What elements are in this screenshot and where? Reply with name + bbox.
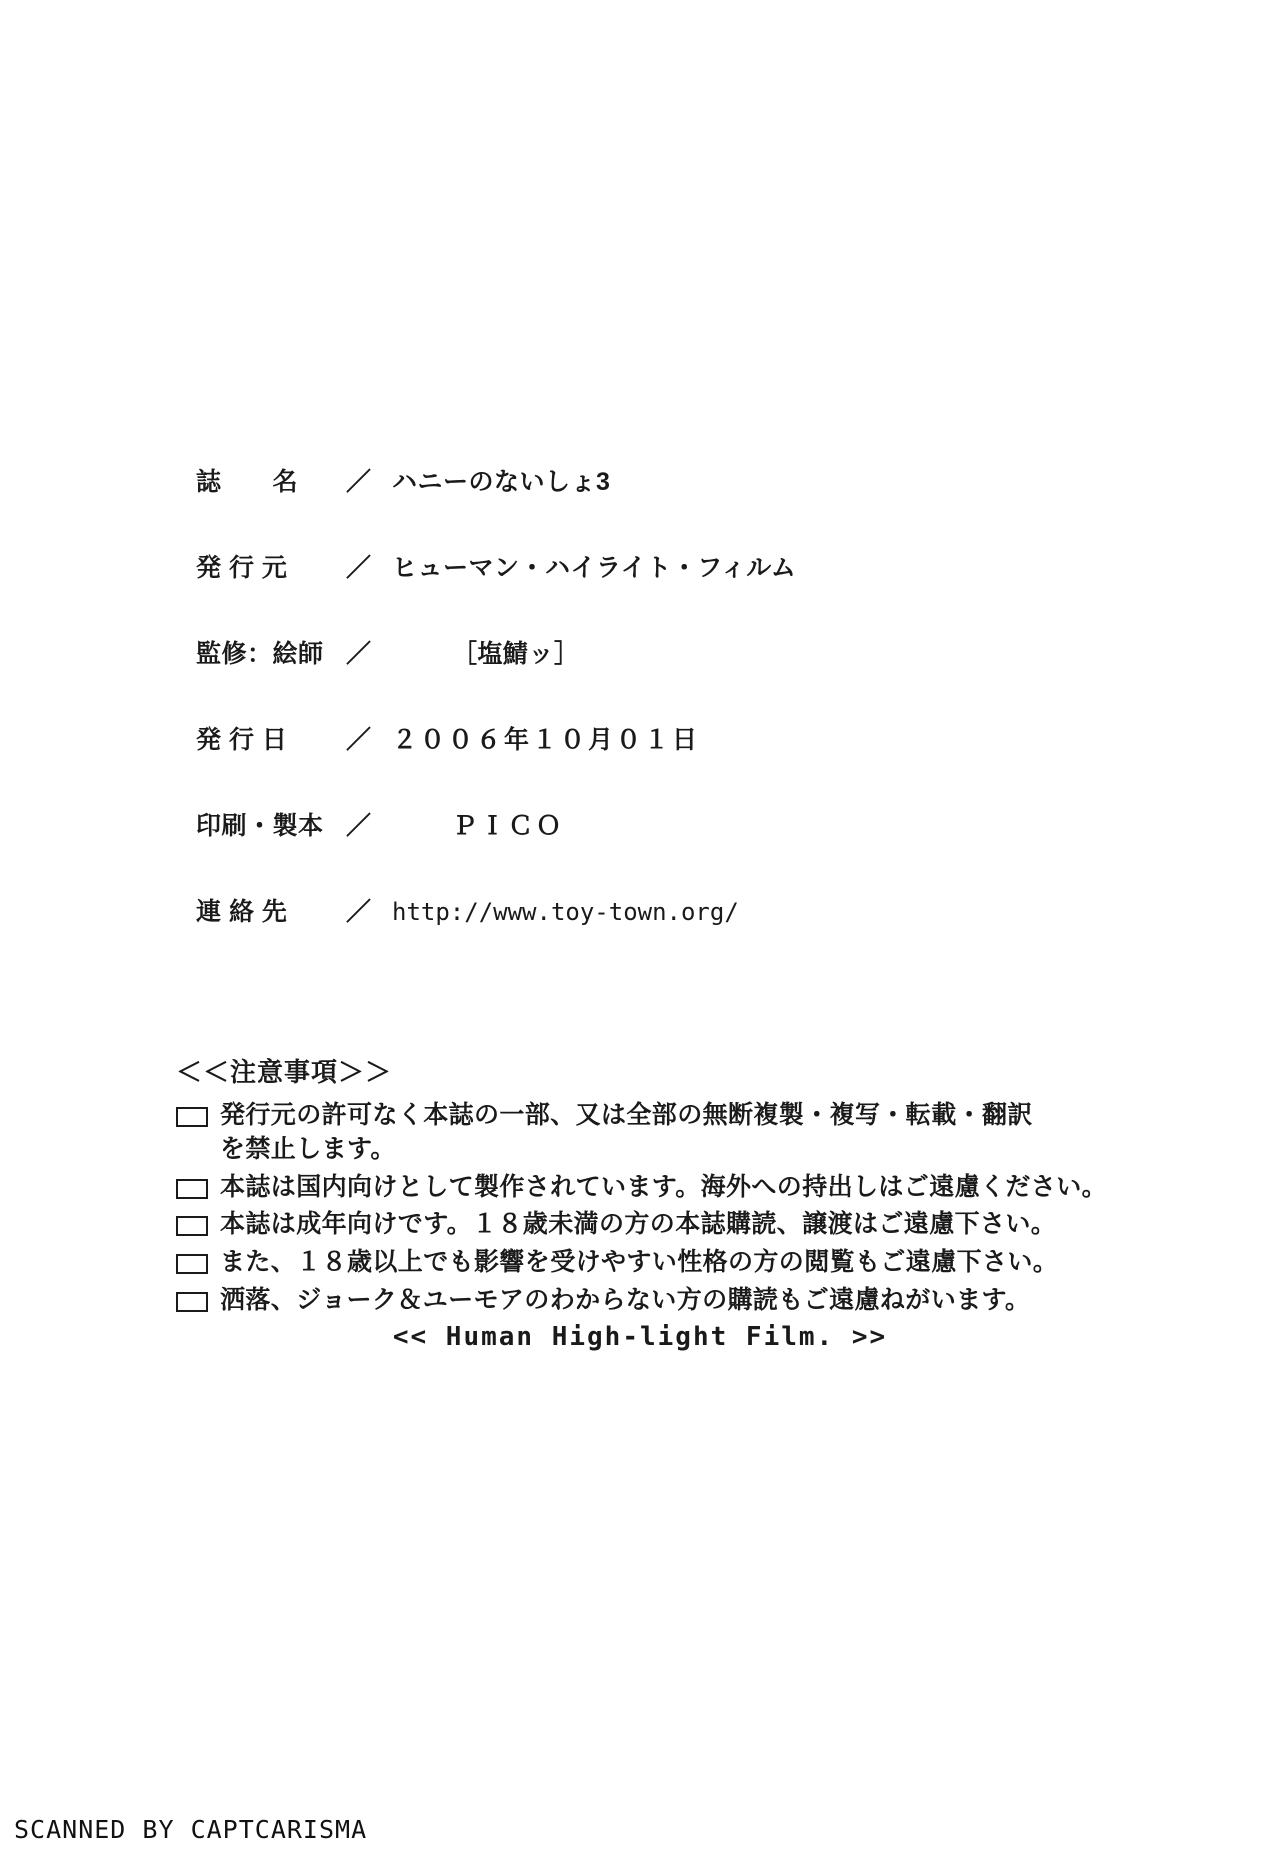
notice-list-item <box>176 1171 1176 1205</box>
notice-item-line2: を禁止します。 <box>220 1134 396 1163</box>
checkbox-icon <box>176 1107 208 1127</box>
notice-item-line1: また、１８歳以上でも影響を受けやすい性格の方の閲覧もご遠慮下さい。 <box>220 1248 1059 1276</box>
colophon-value-date: ２００６年１０月０１日 <box>392 726 701 754</box>
notice-list-item <box>176 1246 1176 1280</box>
colophon-value-title: ハニーのないしょ3 <box>392 468 611 496</box>
notice-item-text <box>220 1208 1056 1242</box>
notice-list-item <box>176 1099 1176 1167</box>
checkbox-icon <box>176 1216 208 1236</box>
notice-list-item <box>176 1208 1176 1242</box>
colophon-separator: ／ <box>346 726 372 754</box>
notice-item-line1: 洒落、ジョーク＆ユーモアのわからない方の購読もご遠慮ねがいます。 <box>220 1285 1031 1314</box>
notice-title: ＜＜注意事項＞＞ <box>176 1057 393 1087</box>
colophon-value-printer: ＰＩＣＯ <box>452 812 565 840</box>
notice-list-item <box>176 1284 1176 1318</box>
checkbox-icon <box>176 1179 208 1199</box>
notice-item-text <box>220 1284 1030 1318</box>
colophon-value-contact-url[interactable]: http://www.toy-town.org/ <box>392 898 739 926</box>
colophon-label-title: 誌 名 <box>196 468 299 496</box>
notice-item-line1: 本誌は成年向けです。１８歳未満の方の本誌購読、譲渡はご遠慮下さい。 <box>220 1210 1057 1239</box>
colophon-value-publisher: ヒューマン・ハイライト・フィルム <box>392 554 797 582</box>
checkbox-icon <box>176 1292 208 1312</box>
colophon-row-publisher <box>196 548 1096 584</box>
notice-item-line1: 発行元の許可なく本誌の一部、又は全部の無断複製・複写・転載・翻訳 <box>220 1101 1033 1129</box>
notice-item-text <box>220 1099 1033 1167</box>
colophon-separator: ／ <box>346 898 372 926</box>
colophon-row-printer <box>196 806 1096 842</box>
colophon-block <box>196 462 1096 978</box>
colophon-separator: ／ <box>346 812 372 840</box>
colophon-row-date <box>196 720 1096 756</box>
colophon-value-artist: ［塩鯖ッ］ <box>452 640 580 668</box>
colophon-label-contact: 連 絡 先 <box>196 898 288 926</box>
colophon-row-title <box>196 462 1096 498</box>
notice-block <box>176 1052 1176 1322</box>
colophon-separator: ／ <box>346 554 372 582</box>
colophon-label-date: 発 行 日 <box>196 726 288 754</box>
colophon-label-printer: 印刷・製本 <box>196 812 324 840</box>
colophon-separator: ／ <box>346 468 372 496</box>
notice-item-text <box>220 1246 1058 1280</box>
notice-item-text <box>220 1171 1107 1205</box>
publisher-mark: << Human High-light Film. >> <box>392 1322 888 1352</box>
colophon-label-publisher: 発 行 元 <box>196 554 288 582</box>
scan-credit: SCANNED BY CAPTCARISMA <box>14 1815 368 1844</box>
checkbox-icon <box>176 1254 208 1274</box>
colophon-row-contact <box>196 892 1096 928</box>
colophon-row-artist <box>196 634 1096 670</box>
colophon-label-artist: 監修：絵師 <box>196 640 324 668</box>
notice-item-line1: 本誌は国内向けとして製作されています。海外への持出しはご遠慮ください。 <box>220 1172 1108 1201</box>
colophon-separator: ／ <box>346 640 372 668</box>
